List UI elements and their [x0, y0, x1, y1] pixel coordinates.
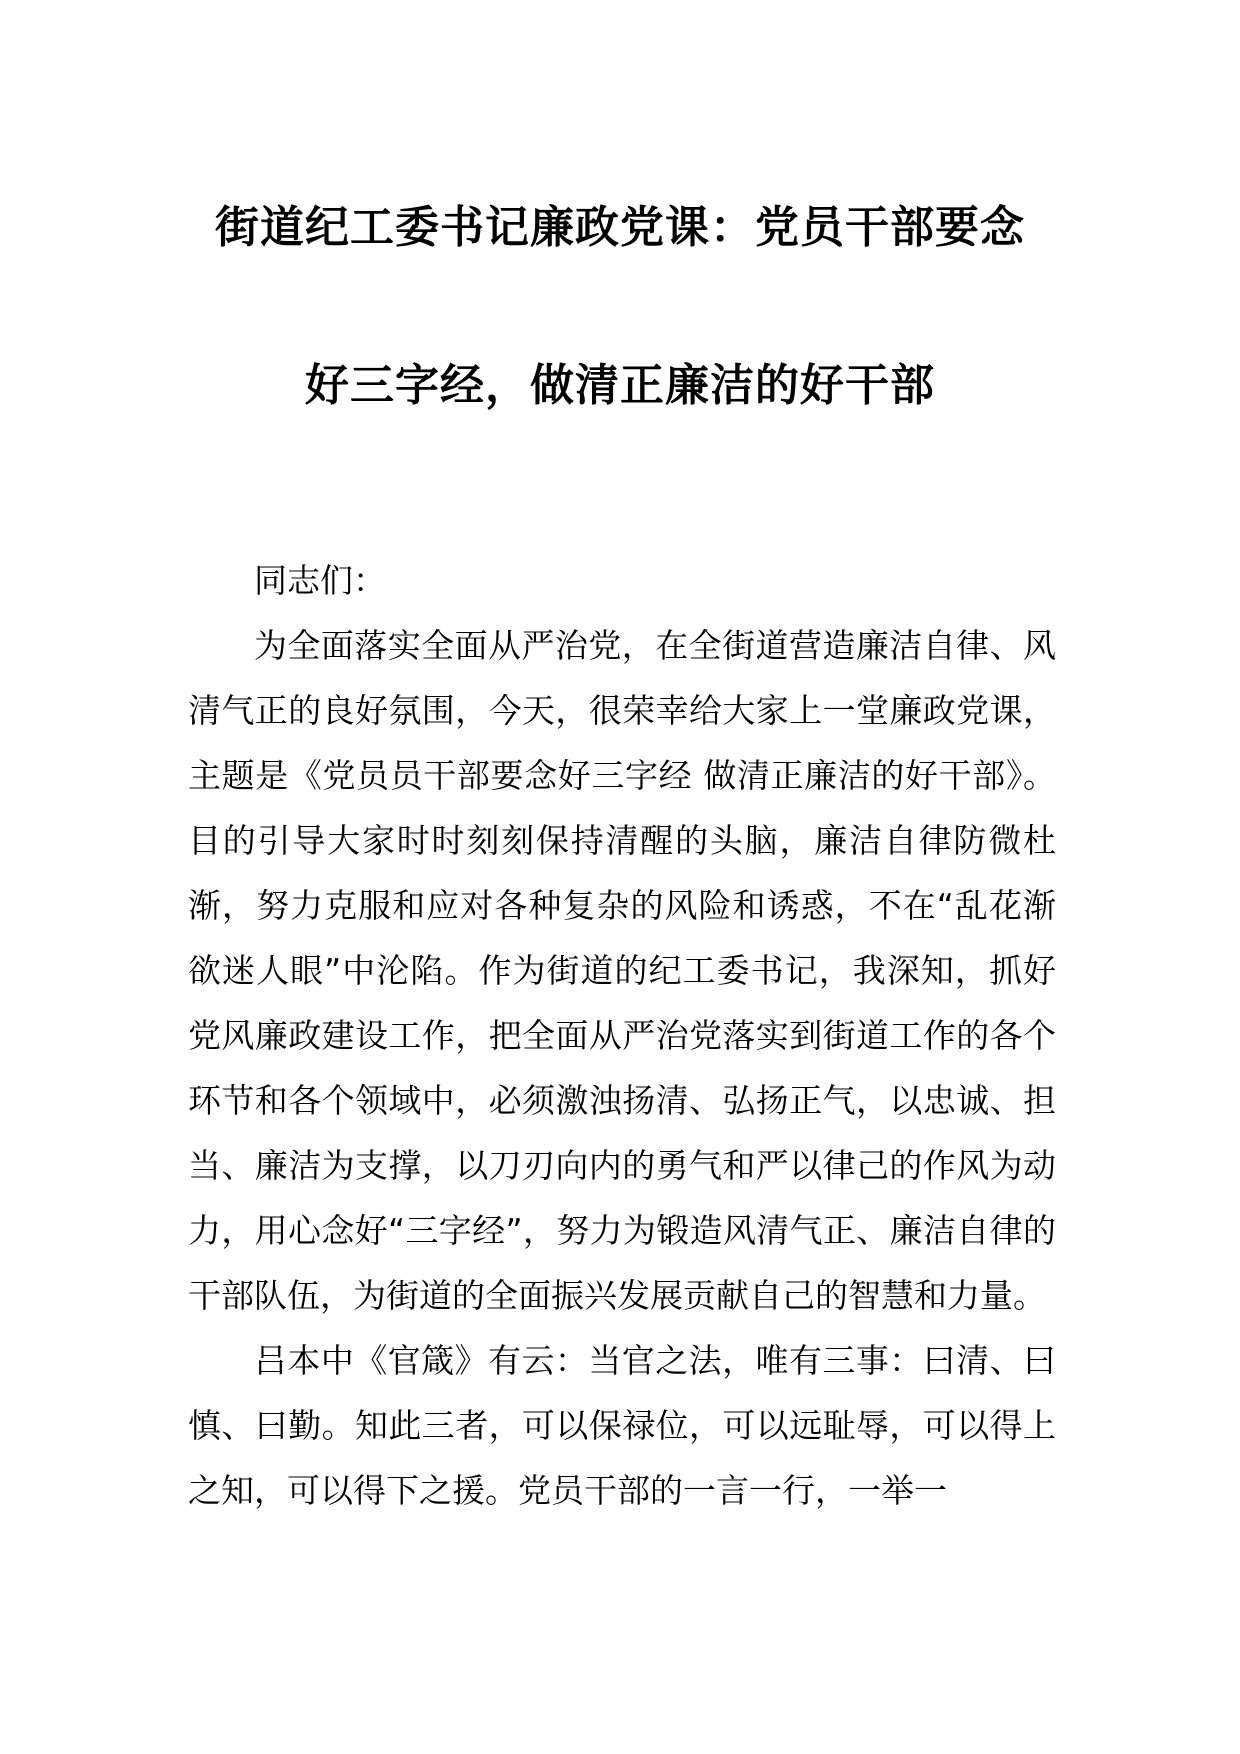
document-body — [188, 548, 1056, 1523]
paragraph-intro: 为全面落实全面从严治党，在全街道营造廉洁自律、风清气正的良好氛围，今天，很荣幸给大家上一堂廉政党课，主题是《党员员干部要念好三字经 做清正廉洁的好干部》。目的引导大家时时刻刻保持清醒的头脑，廉洁自律防微杜渐，努力克服和应对各种复杂的风险和诱惑，不在“乱花渐欲迷人眼”中沦陷。作为街道的纪工委书记，我深知，抓好党风廉政建设工作，把全面从严治党落实到街道工作的各个环节和各个领域中，必须激浊扬清、弘扬正气，以忠诚、担当、廉洁为支撑，以刀刃向内的勇气和严以律己的作风为动力，用心念好“三字经”，努力为锻造风清气正、廉洁自律的干部队伍，为街道的全面振兴发展贡献自己的智慧和力量。 — [188, 626, 1056, 1315]
greeting: 同志们： — [254, 561, 386, 600]
paragraph-guanzhen: 吕本中《官箴》有云：当官之法，唯有三事：曰清、曰慎、曰勤。知此三者，可以保禄位，可以远耻辱，可以得上之知，可以得下之援。党员干部的一言一行，一举一 — [188, 1341, 1056, 1510]
title-line-1: 街道纪工委书记廉政党课：党员干部要念 — [215, 202, 1025, 253]
title-line-2: 好三字经，做清正廉洁的好干部 — [305, 360, 935, 411]
document-title — [150, 196, 1090, 418]
